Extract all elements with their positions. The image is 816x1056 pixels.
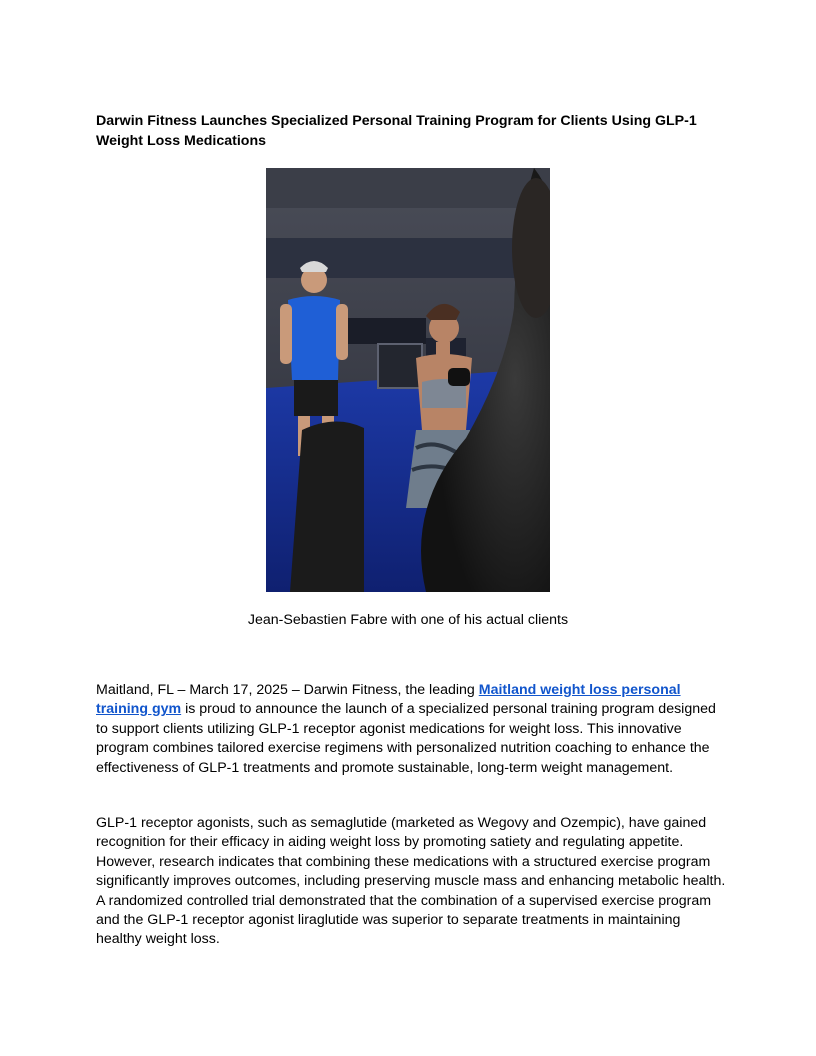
paragraph-intro (96, 681, 726, 778)
paragraph-intro-lead: Maitland, FL – March 17, 2025 – Darwin Fitness, the leading (96, 682, 479, 698)
article-photo (266, 168, 550, 592)
paragraph-intro-rest: is proud to announce the launch of a specialized personal training program designed to support clients utilizing GLP-1 receptor agonist medications for weight loss. This innovative program combines tailored exercise regimens with personalized nutrition coaching to enhance the effectiveness of GLP-1 treatments and promote sustainable, long-term weight management. (96, 701, 716, 776)
paragraph-glp1: GLP-1 receptor agonists, such as semaglutide (marketed as Wegovy and Ozempic), have gained recognition for their efficacy in aiding weight loss by promoting satiety and regulating appetite. However, research indicates that combining these medications with a structured exercise program significantly improves outcomes, including preserving muscle mass and enhancing metabolic health. A randomized controlled trial demonstrated that the combination of a supervised exercise program and the GLP-1 receptor agonist liraglutide was superior to separate treatments in maintaining healthy weight loss. (96, 815, 726, 948)
article-title: Darwin Fitness Launches Specialized Personal Training Program for Clients Using GLP-1 Weight Loss Medications (96, 113, 697, 149)
photo-caption: Jean-Sebastien Fabre with one of his actual clients (247, 612, 569, 628)
gym-training-photo (266, 168, 550, 592)
gym-link[interactable]: Maitland weight loss personal training gym (96, 682, 681, 718)
